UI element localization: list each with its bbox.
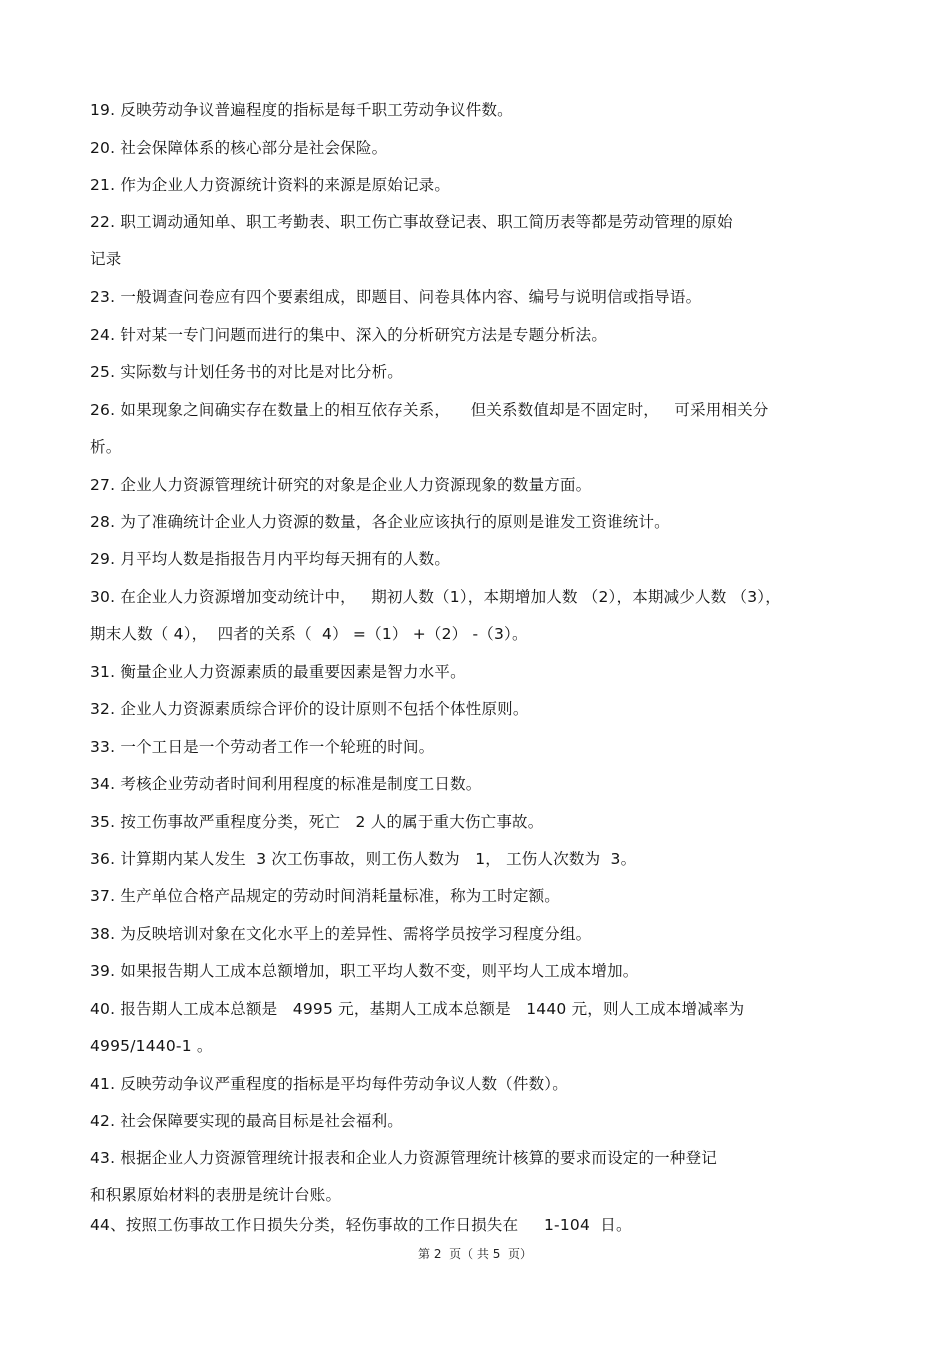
text-line: 33. 一个工日是一个劳动者工作一个轮班的时间。	[90, 738, 435, 756]
text-line: 25. 实际数与计划任务书的对比是对比分析。	[90, 363, 403, 381]
text-line: 27. 企业人力资源管理统计研究的对象是企业人力资源现象的数量方面。	[90, 476, 592, 494]
text-line: 20. 社会保障体系的核心部分是社会保险。	[90, 139, 388, 157]
text-line: 37. 生产单位合格产品规定的劳动时间消耗量标准，称为工时定额。	[90, 887, 560, 905]
text-line: 24. 针对某一专门问题而进行的集中、深入的分析研究方法是专题分析法。	[90, 326, 608, 344]
text-line: 34. 考核企业劳动者时间利用程度的标准是制度工日数。	[90, 775, 482, 793]
text-line: 41. 反映劳动争议严重程度的指标是平均每件劳动争议人数（件数）。	[90, 1075, 568, 1093]
text-line: 23. 一般调查问卷应有四个要素组成，即题目、问卷具体内容、编号与说明信或指导语。	[90, 288, 702, 306]
text-line: 记录	[90, 250, 122, 268]
text-line: 36. 计算期内某人发生 3 次工伤事故，则工伤人数为 1， 工伤人次数为 3。	[90, 850, 637, 868]
page-footer: 第 2 页（ 共 5 页）	[418, 1247, 532, 1261]
text-line: 43. 根据企业人力资源管理统计报表和企业人力资源管理统计核算的要求而设定的一种登记	[90, 1149, 717, 1167]
text-line: 40. 报告期人工成本总额是 4995 元，基期人工成本总额是 1440 元，则人工成本增减率为	[90, 1000, 745, 1018]
text-line: 38. 为反映培训对象在文化水平上的差异性、需将学员按学习程度分组。	[90, 925, 592, 943]
text-line: 22. 职工调动通知单、职工考勤表、职工伤亡事故登记表、职工简历表等都是劳动管理的原始	[90, 213, 733, 231]
text-line: 31. 衡量企业人力资源素质的最重要因素是智力水平。	[90, 663, 466, 681]
text-line: 29. 月平均人数是指报告月内平均每天拥有的人数。	[90, 550, 451, 568]
text-line: 42. 社会保障要实现的最高目标是社会福利。	[90, 1112, 403, 1130]
text-line: 32. 企业人力资源素质综合评价的设计原则不包括个体性原则。	[90, 700, 529, 718]
text-line: 44、按照工伤事故工作日损失分类，轻伤事故的工作日损失在 1-104 日。	[90, 1216, 632, 1234]
text-line: 39. 如果报告期人工成本总额增加，职工平均人数不变，则平均人工成本增加。	[90, 962, 639, 980]
text-line: 21. 作为企业人力资源统计资料的来源是原始记录。	[90, 176, 451, 194]
text-line: 28. 为了准确统计企业人力资源的数量，各企业应该执行的原则是谁发工资谁统计。	[90, 513, 670, 531]
text-line: 30. 在企业人力资源增加变动统计中， 期初人数（1），本期增加人数 （2），本期减少人数 （3），	[90, 588, 781, 606]
text-line: 析。	[90, 438, 122, 456]
text-line: 4995/1440-1 。	[90, 1037, 213, 1055]
text-line: 19. 反映劳动争议普遍程度的指标是每千职工劳动争议件数。	[90, 101, 513, 119]
text-line: 期末人数（ 4）， 四者的关系（ 4） =（1） +（2） -（3）。	[90, 625, 528, 643]
text-line: 和积累原始材料的表册是统计台账。	[90, 1186, 342, 1204]
text-line: 35. 按工伤事故严重程度分类，死亡 2 人的属于重大伤亡事故。	[90, 813, 544, 831]
text-line: 26. 如果现象之间确实存在数量上的相互依存关系， 但关系数值却是不固定时， 可采用相关分	[90, 401, 769, 419]
